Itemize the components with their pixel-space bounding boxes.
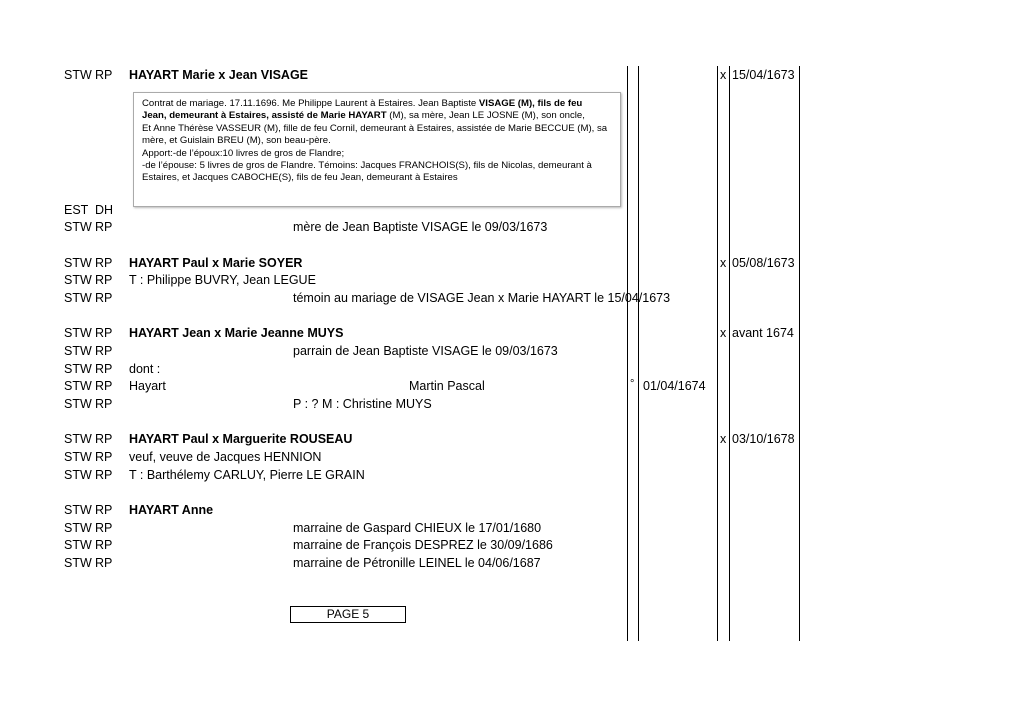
row-code: RP [95,379,113,393]
entry-note: veuf, veuve de Jacques HENNION [129,450,322,464]
column-rule [729,66,730,641]
note-line: Et Anne Thérèse VASSEUR (M), fille de feu Cornil, demeurant à Estaires, assistée de Marie BECCUE (M), sa [142,122,608,134]
row-code: STW [64,291,92,305]
contract-note [133,92,621,207]
row-code: STW [64,326,92,340]
row-code: RP [95,538,113,552]
row-code: STW [64,344,92,358]
note-line: -de l’épouse: 5 livres de gros de Flandre. Témoins: Jacques FRANCHOIS(S), fils de Nicolas, demeurant à [142,160,592,172]
row-code: STW [64,468,92,482]
row-code: STW [64,538,92,552]
column-rule [627,66,628,641]
row-code: RP [95,450,113,464]
row-code: RP [95,468,113,482]
row-code: STW [64,521,92,535]
row-code: STW [64,220,92,234]
note-line: Estaires, et Jacques CABOCHE(S), fils de feu Jean, demeurant à Estaires [142,172,458,184]
note-line: Contrat de mariage. 17.11.1696. Me Philippe Laurent à Estaires. Jean Baptiste VISAGE (M), fils de feu [142,98,583,109]
note-line: Apport:-de l’époux:10 livres de gros de Flandre; [142,147,345,159]
column-rule [717,66,718,641]
event-date: 15/04/1673 [732,68,795,82]
marriage-mark: x [720,68,727,82]
row-code: STW [64,362,92,376]
entry-detail: témoin au mariage de VISAGE Jean x Marie HAYART le 15/04/1673 [293,291,671,305]
entry-detail: marraine de Pétronille LEINEL le 04/06/1687 [293,556,541,570]
row-code: STW [64,273,92,287]
row-code: RP [95,220,113,234]
child-surname: Hayart [129,379,166,393]
row-code: STW [64,397,92,411]
row-code: RP [95,344,113,358]
event-date: avant 1674 [732,326,794,340]
entry-detail: mère de Jean Baptiste VISAGE le 09/03/1673 [293,220,548,234]
entry-title: HAYART Jean x Marie Jeanne MUYS [129,326,344,340]
row-code: STW [64,556,92,570]
entry-title: HAYART Paul x Marguerite ROUSEAU [129,432,353,446]
row-code: STW [64,256,92,270]
row-code: RP [95,362,113,376]
row-code: RP [95,432,113,446]
entry-detail: P : ? M : Christine MUYS [293,397,432,411]
note-line: Jean, demeurant à Estaires, assisté de Marie HAYART (M), sa mère, Jean LE JOSNE (M), son oncle, [142,110,585,122]
row-code: RP [95,503,113,517]
row-code: RP [95,273,113,287]
page-number: PAGE 5 [290,606,406,623]
row-code: STW [64,450,92,464]
row-code: RP [95,556,113,570]
entry-detail: marraine de Gaspard CHIEUX le 17/01/1680 [293,521,542,535]
marriage-mark: x [720,432,727,446]
entry-note: T : Philippe BUVRY, Jean LEGUE [129,273,316,287]
column-rule [638,66,639,641]
birth-mark: ° [630,378,635,390]
row-code: RP [95,68,113,82]
event-date: 03/10/1678 [732,432,795,446]
row-code: STW [64,379,92,393]
marriage-mark: x [720,326,727,340]
entry-detail: marraine de François DESPREZ le 30/09/1686 [293,538,553,552]
row-code: EST [64,203,89,217]
column-rule [799,66,800,641]
row-code: DH [95,203,114,217]
row-code: RP [95,326,113,340]
marriage-mark: x [720,256,727,270]
row-code: RP [95,291,113,305]
event-date: 01/04/1674 [643,379,706,393]
event-date: 05/08/1673 [732,256,795,270]
entry-detail: parrain de Jean Baptiste VISAGE le 09/03/1673 [293,344,558,358]
row-code: STW [64,503,92,517]
row-code: STW [64,432,92,446]
child-forenames: Martin Pascal [409,379,485,393]
row-code: STW [64,68,92,82]
row-code: RP [95,397,113,411]
entry-note: T : Barthélemy CARLUY, Pierre LE GRAIN [129,468,365,482]
row-code: RP [95,256,113,270]
entry-title: HAYART Paul x Marie SOYER [129,256,303,270]
entry-note: dont : [129,362,161,376]
entry-title: HAYART Marie x Jean VISAGE [129,68,309,82]
note-line: mère, et Guislain BREU (M), son beau-père. [142,135,331,147]
row-code: RP [95,521,113,535]
entry-title: HAYART Anne [129,503,214,517]
